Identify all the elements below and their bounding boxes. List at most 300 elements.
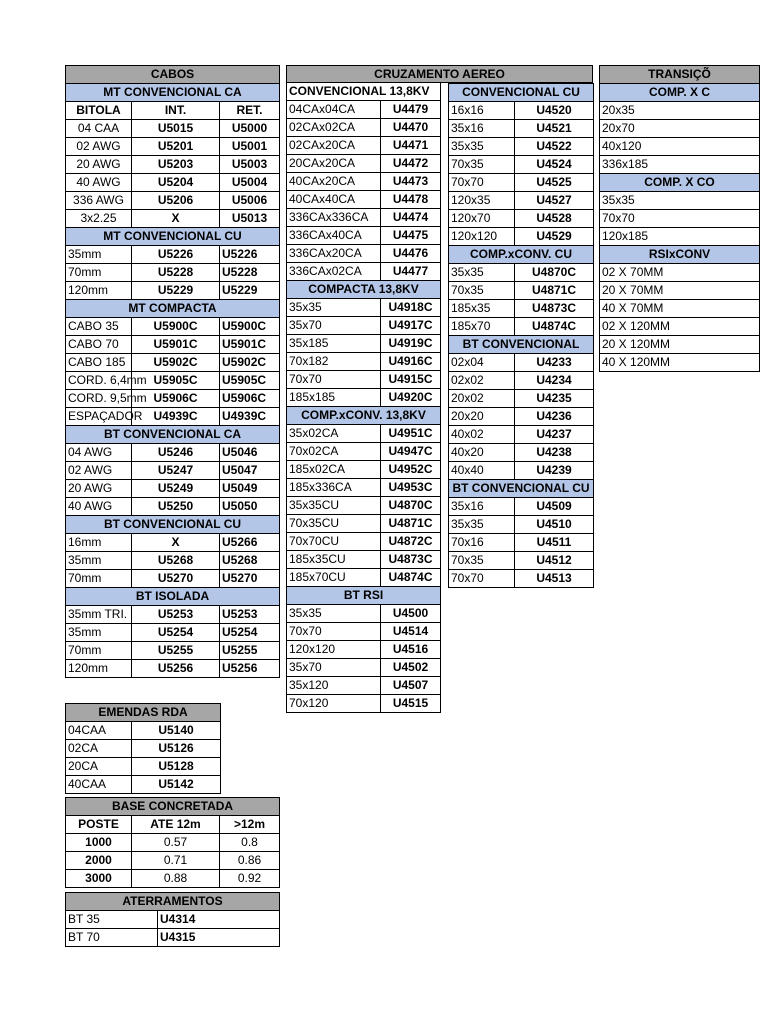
label-cell: 20 X 120MM [600, 336, 760, 354]
table-row [66, 444, 280, 462]
code-cell: U5047 [220, 462, 280, 480]
label-cell: 35x35 [600, 192, 760, 210]
table-row [600, 102, 760, 120]
code-cell: U4520 [515, 102, 594, 120]
bitola-cell: CORD. 6,4mm [66, 372, 132, 390]
column-header-row [66, 102, 280, 120]
table-row [66, 192, 280, 210]
table-row [66, 776, 221, 794]
column-header: BITOLA [66, 102, 132, 120]
table-row [287, 623, 441, 641]
cabos-table [65, 65, 280, 678]
table-row [66, 138, 280, 156]
table-row [600, 336, 760, 354]
code-cell: U4953C [381, 479, 441, 497]
bitola-cell: 40 AWG [66, 498, 132, 516]
table-row [287, 245, 441, 263]
table-row [287, 371, 441, 389]
table-row [287, 605, 441, 623]
label-cell: 20 X 70MM [600, 282, 760, 300]
column-header: ATE 12m [132, 816, 220, 834]
label-cell: 20x20 [449, 408, 515, 426]
label-cell: 40 X 120MM [600, 354, 760, 372]
code-cell: U4871C [381, 515, 441, 533]
emendas-title: EMENDAS RDA [66, 704, 221, 722]
code-cell: U4478 [381, 191, 441, 209]
poste-cell: 2000 [66, 852, 132, 870]
table-row [287, 137, 441, 155]
code-cell: U5228 [132, 264, 220, 282]
table-row [449, 354, 594, 372]
table-row [66, 462, 280, 480]
label-cell: 336CAx02CA [287, 263, 381, 281]
code-cell: U4917C [381, 317, 441, 335]
label-cell: 70x70CU [287, 533, 381, 551]
table-row [66, 354, 280, 372]
label-cell: 35x16 [449, 120, 515, 138]
section-header-row [600, 174, 760, 192]
code-cell: U5905C [220, 372, 280, 390]
table-row [600, 156, 760, 174]
label-cell: 40x120 [600, 138, 760, 156]
code-cell: U4500 [381, 605, 441, 623]
conv-cu-title: CONVENCIONAL CU [449, 84, 594, 102]
table-row [66, 552, 280, 570]
label-cell: 02x04 [449, 354, 515, 372]
code-cell: U4947C [381, 443, 441, 461]
table-row [449, 534, 594, 552]
bitola-cell: 04 CAA [66, 120, 132, 138]
code-cell: U4870C [515, 264, 594, 282]
code-cell: U5256 [132, 660, 220, 678]
table-row [449, 156, 594, 174]
table-row [66, 246, 280, 264]
poste-cell: 1000 [66, 834, 132, 852]
value-cell: 0.92 [220, 870, 280, 888]
bt-rsi-title: BT RSI [287, 587, 441, 605]
table-row [600, 192, 760, 210]
table-row [66, 642, 280, 660]
transicao-title: TRANSIÇÕ [600, 66, 760, 84]
bitola-cell: 3x2.25 [66, 210, 132, 228]
code-cell: U5003 [220, 156, 280, 174]
label-cell: 185x70 [449, 318, 515, 336]
label-cell: 35x16 [449, 498, 515, 516]
bitola-cell: 20 AWG [66, 156, 132, 174]
code-cell: U4510 [515, 516, 594, 534]
code-cell: U4871C [515, 282, 594, 300]
code-cell: U5001 [220, 138, 280, 156]
label-cell: 35x35CU [287, 497, 381, 515]
bitola-cell: 70mm [66, 642, 132, 660]
code-cell: U4471 [381, 137, 441, 155]
label-cell: 120x120 [449, 228, 515, 246]
section-header-row [449, 336, 594, 354]
table-row [287, 425, 441, 443]
section-header-row [600, 66, 760, 84]
code-cell: U5249 [132, 480, 220, 498]
table-row [66, 498, 280, 516]
code-cell: U5902C [132, 354, 220, 372]
table-row [66, 408, 280, 426]
section-header-row [449, 246, 594, 264]
table-row [66, 624, 280, 642]
bitola-cell: CABO 70 [66, 336, 132, 354]
comp-conv-cu-title: COMP.xCONV. CU [449, 246, 594, 264]
label-cell: 185x35CU [287, 551, 381, 569]
code-cell: U4477 [381, 263, 441, 281]
table-row [449, 516, 594, 534]
table-row [66, 929, 280, 947]
table-row [287, 695, 441, 713]
value-cell: 0.57 [132, 834, 220, 852]
emendas-table [65, 703, 221, 794]
label-cell: 20CA [66, 758, 132, 776]
table-row [66, 834, 280, 852]
label-cell: 35x185 [287, 335, 381, 353]
label-cell: 185x70CU [287, 569, 381, 587]
label-cell: 35x02CA [287, 425, 381, 443]
label-cell: 336CAx40CA [287, 227, 381, 245]
bitola-cell: 40 AWG [66, 174, 132, 192]
label-cell: 40x40 [449, 462, 515, 480]
code-cell: U5906C [132, 390, 220, 408]
section-header-row [287, 407, 441, 425]
bitola-cell: 35mm [66, 624, 132, 642]
table-row [287, 209, 441, 227]
code-cell: U5201 [132, 138, 220, 156]
table-row [66, 534, 280, 552]
section-header-row [66, 516, 280, 534]
table-row [287, 497, 441, 515]
code-cell: U5254 [220, 624, 280, 642]
table-row [449, 138, 594, 156]
code-cell: U5050 [220, 498, 280, 516]
comp-x-c-title: COMP. X C [600, 84, 760, 102]
table-row [287, 263, 441, 281]
bitola-cell: CORD. 9,5mm [66, 390, 132, 408]
label-cell: 04CAA [66, 722, 132, 740]
table-row [287, 101, 441, 119]
table-row [600, 210, 760, 228]
base-concretada-table [65, 797, 280, 888]
table-row [600, 300, 760, 318]
code-cell: U4476 [381, 245, 441, 263]
table-row [449, 498, 594, 516]
table-row [287, 227, 441, 245]
table-row [600, 228, 760, 246]
code-cell: U4509 [515, 498, 594, 516]
table-row [287, 317, 441, 335]
code-cell: U5246 [132, 444, 220, 462]
table-row [449, 174, 594, 192]
value-cell: 0.88 [132, 870, 220, 888]
column-header: INT. [132, 102, 220, 120]
table-row [66, 480, 280, 498]
bitola-cell: 120mm [66, 282, 132, 300]
table-row [449, 102, 594, 120]
label-cell: 336x185 [600, 156, 760, 174]
code-cell: U4939C [132, 408, 220, 426]
label-cell: 16x16 [449, 102, 515, 120]
column-header-row [66, 816, 280, 834]
value-cell: 0.71 [132, 852, 220, 870]
code-cell: X [132, 534, 220, 552]
table-row [66, 660, 280, 678]
code-cell: U5128 [132, 758, 221, 776]
label-cell: 02 X 70MM [600, 264, 760, 282]
rsi-x-conv-title: RSIxCONV [600, 246, 760, 264]
label-cell: 40x02 [449, 426, 515, 444]
code-cell: U5902C [220, 354, 280, 372]
label-cell: 185x336CA [287, 479, 381, 497]
table-row [449, 120, 594, 138]
code-cell: U4522 [515, 138, 594, 156]
label-cell: 35x70 [287, 659, 381, 677]
table-row [287, 677, 441, 695]
label-cell: 70x35 [449, 156, 515, 174]
table-row [66, 156, 280, 174]
code-cell: U5266 [220, 534, 280, 552]
code-cell: U5900C [132, 318, 220, 336]
label-cell: 70x70 [449, 570, 515, 588]
label-cell: 40CAx20CA [287, 173, 381, 191]
code-cell: U4473 [381, 173, 441, 191]
label-cell: 02CAx02CA [287, 119, 381, 137]
table-row [66, 264, 280, 282]
label-cell: 35x70 [287, 317, 381, 335]
table-row [449, 228, 594, 246]
code-cell: U5015 [132, 120, 220, 138]
code-cell: U5253 [132, 606, 220, 624]
section-header-row [66, 300, 280, 318]
section-header-row [66, 228, 280, 246]
table-row [449, 372, 594, 390]
cruzamento-col1-table [286, 65, 441, 713]
table-row [287, 173, 441, 191]
table-row [287, 515, 441, 533]
table-row [66, 852, 280, 870]
code-cell: U5270 [132, 570, 220, 588]
label-cell: 70x02CA [287, 443, 381, 461]
code-cell: U5901C [132, 336, 220, 354]
code-cell: U4919C [381, 335, 441, 353]
code-cell: U4479 [381, 101, 441, 119]
code-cell: U4475 [381, 227, 441, 245]
section-header-row [66, 893, 280, 911]
cruzamento-header: CRUZAMENTO AEREO [286, 65, 593, 83]
table-row [449, 264, 594, 282]
code-cell: X [132, 210, 220, 228]
code-cell: U5247 [132, 462, 220, 480]
table-row [287, 335, 441, 353]
section-header-row [66, 798, 280, 816]
code-cell: U5203 [132, 156, 220, 174]
section-header-row [600, 84, 760, 102]
table-row [66, 120, 280, 138]
table-row [66, 722, 221, 740]
cabos-title: CABOS [66, 66, 280, 84]
table-row [66, 606, 280, 624]
bt-isolada-title: BT ISOLADA [66, 588, 280, 606]
code-cell: U5049 [220, 480, 280, 498]
code-cell: U5006 [220, 192, 280, 210]
bitola-cell: 70mm [66, 570, 132, 588]
bitola-cell: 02 AWG [66, 138, 132, 156]
section-header-row [66, 66, 280, 84]
table-row [449, 426, 594, 444]
compacta-13-8kv-title: COMPACTA 13,8KV [287, 281, 441, 299]
code-cell: U5142 [132, 776, 221, 794]
aterramentos-title: ATERRAMENTOS [66, 893, 280, 911]
code-cell: U4514 [381, 623, 441, 641]
code-cell: U4870C [381, 497, 441, 515]
section-header-row [66, 588, 280, 606]
code-cell: U4872C [381, 533, 441, 551]
table-row [66, 174, 280, 192]
code-cell: U5228 [220, 264, 280, 282]
code-cell: U5204 [132, 174, 220, 192]
label-cell: 02CAx20CA [287, 137, 381, 155]
table-row [449, 444, 594, 462]
code-cell: U5268 [220, 552, 280, 570]
label-cell: 35x35 [287, 605, 381, 623]
table-row [287, 191, 441, 209]
label-cell: 185x35 [449, 300, 515, 318]
table-row [600, 318, 760, 336]
code-cell: U4472 [381, 155, 441, 173]
table-row [600, 354, 760, 372]
label-cell: 20x70 [600, 120, 760, 138]
label-cell: 04CAx04CA [287, 101, 381, 119]
label-cell: 35x35 [449, 138, 515, 156]
table-row [66, 336, 280, 354]
label-cell: 20x02 [449, 390, 515, 408]
label-cell: 70x16 [449, 534, 515, 552]
code-cell: U5226 [220, 246, 280, 264]
code-cell: U4474 [381, 209, 441, 227]
label-cell: 185x02CA [287, 461, 381, 479]
table-row [66, 390, 280, 408]
code-cell: U5013 [220, 210, 280, 228]
code-cell: U5206 [132, 192, 220, 210]
label-cell: 70x35 [449, 282, 515, 300]
code-cell: U5900C [220, 318, 280, 336]
transicao-clip [599, 65, 715, 385]
table-row [449, 282, 594, 300]
bitola-cell: 70mm [66, 264, 132, 282]
code-cell: U4939C [220, 408, 280, 426]
table-row [287, 389, 441, 407]
cruzamento-col2-table [448, 83, 594, 588]
table-row [66, 870, 280, 888]
code-cell: U5255 [132, 642, 220, 660]
column-header: RET. [220, 102, 280, 120]
section-header-row [287, 587, 441, 605]
table-row [287, 353, 441, 371]
section-header-row [287, 83, 441, 101]
section-header-row [66, 84, 280, 102]
label-cell: 40CAA [66, 776, 132, 794]
code-cell: U4513 [515, 570, 594, 588]
code-cell: U5229 [132, 282, 220, 300]
label-cell: 02CA [66, 740, 132, 758]
comp-x-co-title: COMP. X CO [600, 174, 760, 192]
table-row [287, 443, 441, 461]
code-cell: U4525 [515, 174, 594, 192]
base-title: BASE CONCRETADA [66, 798, 280, 816]
value-cell: 0.86 [220, 852, 280, 870]
bitola-cell: 35mm [66, 246, 132, 264]
table-row [449, 408, 594, 426]
table-row [287, 569, 441, 587]
code-cell: U4916C [381, 353, 441, 371]
label-cell: 02 X 120MM [600, 318, 760, 336]
code-cell: U4238 [515, 444, 594, 462]
section-header-row [287, 281, 441, 299]
code-cell: U5229 [220, 282, 280, 300]
bt-conv-title: BT CONVENCIONAL [449, 336, 594, 354]
table-row [287, 479, 441, 497]
transicao-table [599, 65, 760, 372]
code-cell: U5901C [220, 336, 280, 354]
comp-conv-13-8kv-title: COMP.xCONV. 13,8KV [287, 407, 441, 425]
code-cell: U4511 [515, 534, 594, 552]
table-row [287, 461, 441, 479]
table-row [66, 372, 280, 390]
code-cell: U4470 [381, 119, 441, 137]
table-row [287, 533, 441, 551]
code-cell: U4873C [515, 300, 594, 318]
table-row [66, 282, 280, 300]
table-row [449, 318, 594, 336]
table-row [66, 740, 221, 758]
table-row [66, 210, 280, 228]
code-cell: U4502 [381, 659, 441, 677]
code-cell: U5253 [220, 606, 280, 624]
label-cell: 20CAx20CA [287, 155, 381, 173]
table-row [600, 120, 760, 138]
table-row [66, 318, 280, 336]
code-cell: U4528 [515, 210, 594, 228]
code-cell: U4237 [515, 426, 594, 444]
bitola-cell: 04 AWG [66, 444, 132, 462]
code-cell: U4239 [515, 462, 594, 480]
label-cell: 185x185 [287, 389, 381, 407]
label-cell: 70x70 [449, 174, 515, 192]
code-cell: U5140 [132, 722, 221, 740]
label-cell: 40x20 [449, 444, 515, 462]
label-cell: 35x35 [449, 264, 515, 282]
mt-ca-title: MT CONVENCIONAL CA [66, 84, 280, 102]
code-cell: U4527 [515, 192, 594, 210]
code-cell: U5250 [132, 498, 220, 516]
mt-compacta-title: MT COMPACTA [66, 300, 280, 318]
code-cell: U5046 [220, 444, 280, 462]
code-cell: U5256 [220, 660, 280, 678]
table-row [66, 758, 221, 776]
code-cell: U4952C [381, 461, 441, 479]
section-header-row [600, 246, 760, 264]
label-cell: 336CAx20CA [287, 245, 381, 263]
table-row [449, 570, 594, 588]
code-cell: U4234 [515, 372, 594, 390]
label-cell: 70x35CU [287, 515, 381, 533]
code-cell: U4521 [515, 120, 594, 138]
bt-cu-title: BT CONVENCIONAL CU [66, 516, 280, 534]
label-cell: 35x120 [287, 677, 381, 695]
code-cell: U4516 [381, 641, 441, 659]
